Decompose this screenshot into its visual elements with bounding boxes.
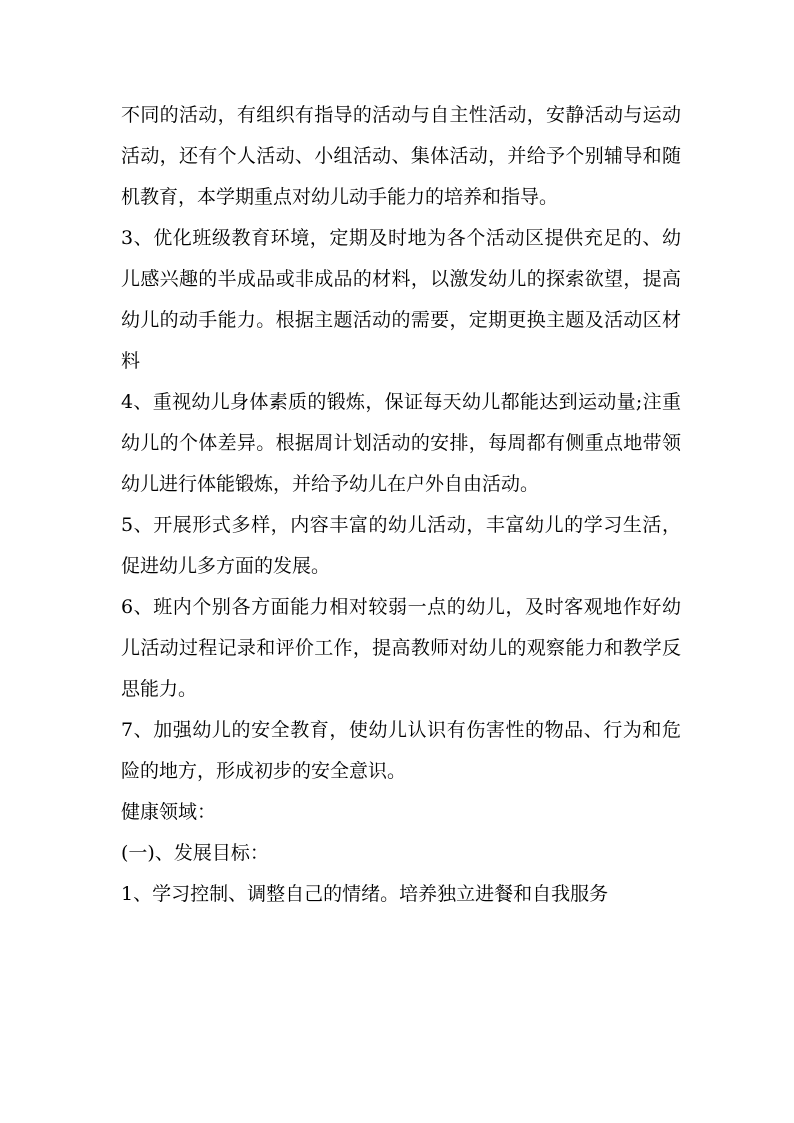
subheading-goals: (一)、发展目标： xyxy=(121,842,269,864)
paragraph-goal-1: 1、学习控制、调整自己的情绪。培养独立进餐和自我服务 xyxy=(121,883,609,905)
document-body xyxy=(121,95,681,915)
paragraph-item-6-records: 6、班内个别各方面能力相对较弱一点的幼儿，及时客观地作好幼儿活动过程记录和评价工作，提高教师对幼儿的观察能力和教学反思能力。 xyxy=(121,596,681,700)
paragraph-item-4-physical: 4、重视幼儿身体素质的锻炼，保证每天幼儿都能达到运动量;注重幼儿的个体差异。根据周计划活动的安排，每周都有侧重点地带领幼儿进行体能锻炼，并给予幼儿在户外自由活动。 xyxy=(121,391,681,495)
paragraph-item-3-environment: 3、优化班级教育环境，定期及时地为各个活动区提供充足的、幼儿感兴趣的半成品或非成品的材料，以激发幼儿的探索欲望，提高幼儿的动手能力。根据主题活动的需要，定期更换主题及活动区材料 xyxy=(121,227,681,372)
section-heading-health: 健康领域： xyxy=(121,801,217,823)
paragraph-item-5-activities: 5、开展形式多样，内容丰富的幼儿活动，丰富幼儿的学习生活，促进幼儿多方面的发展。 xyxy=(121,514,681,577)
paragraph-activities-continued: 不同的活动，有组织有指导的活动与自主性活动，安静活动与运动活动，还有个人活动、小组活动、集体活动，并给予个别辅导和随机教育，本学期重点对幼儿动手能力的培养和指导。 xyxy=(121,104,681,208)
paragraph-item-7-safety: 7、加强幼儿的安全教育，使幼儿认识有伤害性的物品、行为和危险的地方，形成初步的安全意识。 xyxy=(121,719,681,782)
